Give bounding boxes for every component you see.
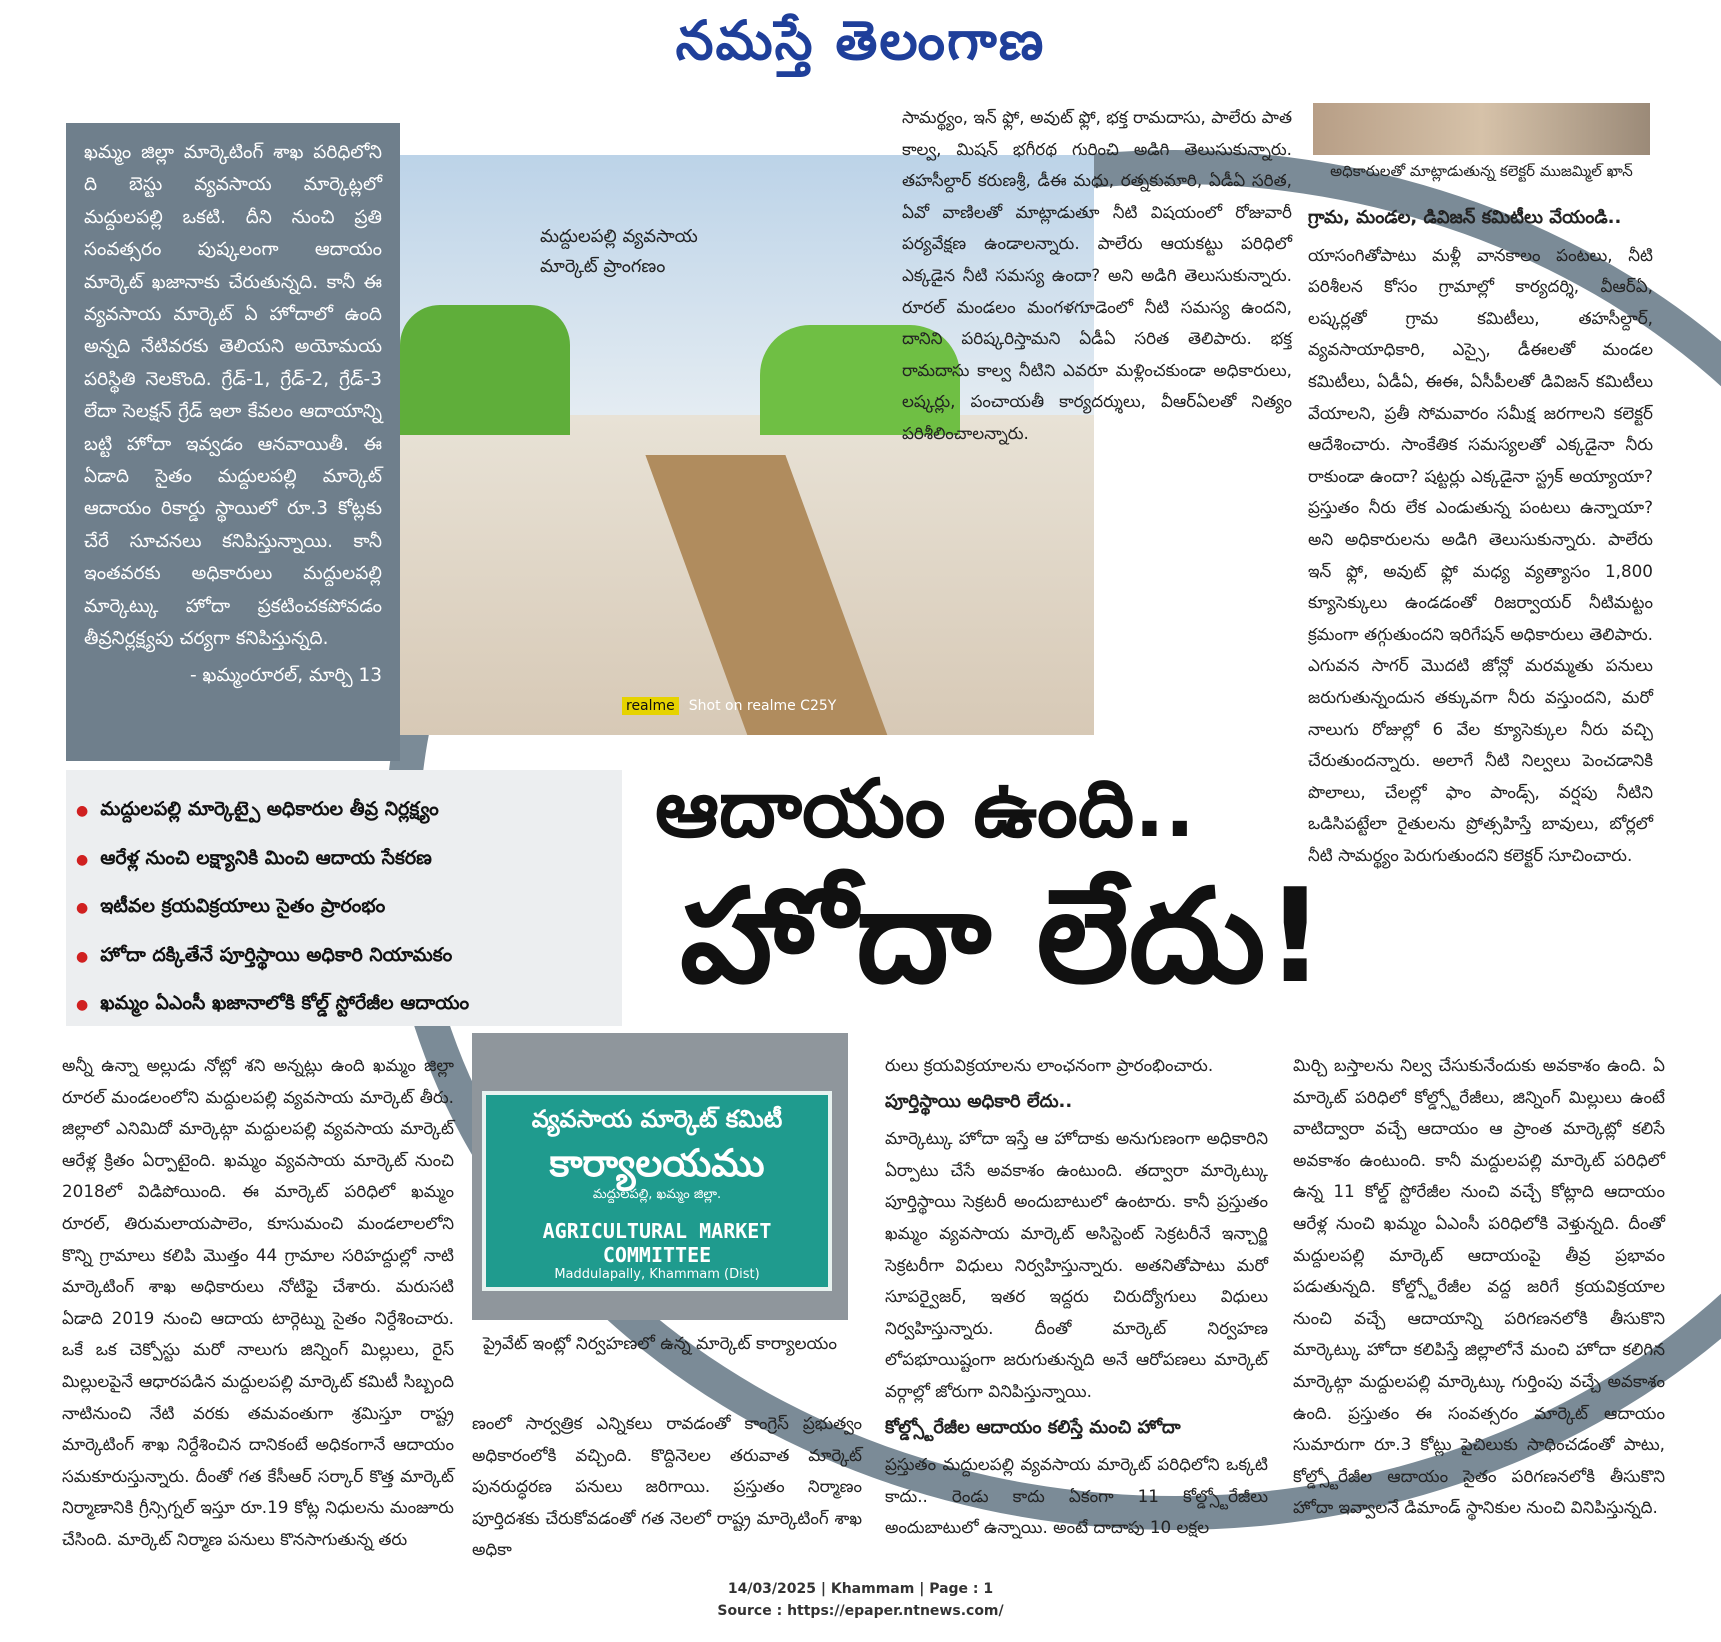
headline-line1: ఆదాయం ఉంది.. (655, 762, 1195, 855)
intro-text: ఖమ్మం జిల్లా మార్కెటింగ్ శాఖ పరిధిలోని ది బెస్టు వ్యవసాయ మార్కెట్లలో మద్దులపల్లి ఒకటి. దీని నుంచి ప్రతి సంవత్సరం పుష్కలంగా ఆదాయం మార్కెట్ ఖజానాకు చేరుతున్నది. కానీ ఈ వ్యవసాయ మార్కెట్ ఏ హోదాలో ఉంది అన్నది నేటివరకు తెలియని అయోమయ పరిస్థితి నెలకొంది. గ్రేడ్-1, గ్రేడ్-2, గ్రేడ్-3 లేదా సెలక్షన్ గ్రేడ్ ఇలా కేవలం ఆదాయాన్ని బట్టి హోదా ఇవ్వడం ఆనవాయితీ. ఈ ఏడాది సైతం మద్దులపల్లి మార్కెట్ ఆదాయం రికార్డు స్థాయిలో రూ.3 కోట్లకు చేరే సూచనలు కనిపిస్తున్నాయి. కానీ ఇంతవరకు అధికారులు మద్దులపల్లి మార్కెట్కు హోదా ప్రకటించకపోవడం తీవ్రనిర్లక్ష్యపు చర్యగా కనిపిస్తున్నది. (84, 142, 382, 650)
sign-line4: AGRICULTURAL MARKET COMMITTEE (542, 1219, 772, 1267)
highlight-item: ● ఆరేళ్ల నుంచి లక్ష్యానికి మించి ఆదాయ సేకరణ (76, 835, 622, 884)
col3-lead: రులు క్రయవిక్రయాలను లాంఛనంగా ప్రారంభించారు. (885, 1055, 1214, 1075)
col3-para2: ప్రస్తుతం మద్దులపల్లి వ్యవసాయ మార్కెట్ పరిధిలోని ఒక్కటి కాదు.. రెండు కాదు ఏకంగా 11 కోల్డ్స్టోరేజీలు అందుబాటులో ఉన్నాయి. అంటే దాదాపు 10 లక్షల (885, 1454, 1268, 1538)
highlight-item: ● ఇటీవల క్రయవిక్రయాలు సైతం ప్రారంభం (76, 883, 622, 932)
footer-date-line: 14/03/2025 | Khammam | Page : 1 (727, 1581, 994, 1597)
sign-line5: Maddulapally, Khammam (Dist) (554, 1267, 760, 1282)
body-column-3 (885, 1050, 1268, 1544)
body-column-4: మిర్చి బస్తాలను నిల్వ చేసుకునేందుకు అవకాశం ఉంది. ఏ మార్కెట్ పరిధిలో కోల్డ్స్టోరేజీలు, జిన్నింగ్ మిల్లులు ఉంటే వాటిద్వారా వచ్చే ఆదాయం ఆ ప్రాంత మార్కెట్లో కలిసే అవకాశం ఉంటుంది. కానీ మద్దులపల్లి మార్కెట్ పరిధిలో ఉన్న 11 కోల్డ్ స్టోరేజీల నుంచి వచ్చే కోట్లాది ఆదాయం ఆరేళ్ల నుంచి ఖమ్మం ఏఎంసీ పరిధిలోకి వెళ్తున్నది. దీంతో మద్దులపల్లి మార్కెట్ ఆదాయంపై తీవ్ర ప్రభావం పడుతున్నది. కోల్డ్స్టోరేజీల వద్ద జరిగే క్రయవిక్రయాల నుంచి వచ్చే ఆదాయాన్ని పరిగణనలోకి తీసుకొని మార్కెట్కు హోదా కలిపిస్తే జిల్లాలోనే మంచి హోదా కలిగిన మార్కెట్గా మద్దులపల్లి మార్కెట్కు గుర్తింపు వచ్చే అవకాశం ఉంది. ప్రస్తుతం ఈ సంవత్సరం మార్కెట్ ఆదాయం సుమారుగా రూ.3 కోట్లు పైచిలుకు సాధించడంతో పాటు, కోల్డ్స్టోరేజీల ఆదాయం సైతం పరిగణనలోకి తీసుకొని హోదా ఇవ్వాలనే డిమాండ్ స్థానికుల నుంచి వినిపిస్తున్నది. (1293, 1055, 1665, 1518)
body-column-2: ణంలో సార్వత్రిక ఎన్నికలు రావడంతో కాంగ్రెస్ ప్రభుత్వం అధికారంలోకి వచ్చింది. కొద్దినెలల తరువాత మార్కెట్ పునరుద్ధరణ పనులు జరిగాయి. ప్రస్తుతం నిర్మాణం పూర్తిదశకు చేరుకోవడంతో గత నెలలో రాష్ట్ర మార్కెటింగ్ శాఖ అధికా (472, 1413, 862, 1560)
photo-watermark (622, 698, 846, 714)
body-column-1: అన్నీ ఉన్నా అల్లుడు నోట్లో శని అన్నట్లు ఉంది ఖమ్మం జిల్లా రూరల్ మండలంలోని మద్దులపల్లి వ్యవసాయ మార్కెట్ తీరు. జిల్లాలో ఎనిమిదో మార్కెట్గా మద్దులపల్లి వ్యవసాయ మార్కెట్ ఆరేళ్ల క్రితం ఏర్పాటైంది. ఖమ్మం వ్యవసాయ మార్కెట్ నుంచి 2018లో విడిపోయింది. ఈ మార్కెట్ పరిధిలో ఖమ్మం రూరల్, తిరుమలాయపాలెం, కూసుమంచి మండలాలలోని కొన్ని గ్రామాలు కలిపి మొత్తం 44 గ్రామాల సరిహద్దుల్లో నాటి మార్కెటింగ్ శాఖ అధికారులు నోటిఫై చేశారు. మరుసటి ఏడాది 2019 నుంచి ఆదాయ టార్గెట్ను సైతం నిర్దేశించారు. ఒకే ఒక చెక్పోస్టు మరో నాలుగు జిన్నింగ్ మిల్లులు, రైస్ మిల్లులపైనే ఆధారపడిన మద్దులపల్లి మార్కెట్ కమిటీ సిబ్బంది నాటినుంచి నేటి వరకు తమవంతుగా శ్రమిస్తూ రాష్ట్ర మార్కెటింగ్ శాఖ నిర్దేశించిన దానికంటే అధికంగానే ఆదాయం సమకూరుస్తున్నారు. దీంతో గత కేసీఆర్ సర్కార్ కొత్త మార్కెట్ నిర్మాణానికి గ్రీన్సిగ్నల్ ఇస్తూ రూ.19 కోట్ల నిధులను మంజూరు చేసింది. మార్కెట్ నిర్మాణ పనులు కొనసాగుతున్న తరు (62, 1055, 454, 1549)
office-photo-caption: ప్రైవేట్ ఇంట్లో నిర్వహణలో ఉన్న మార్కెట్ కార్యాలయం (482, 1334, 838, 1354)
sign-line3: మద్దులపల్లి, ఖమ్మం జిల్లా. (592, 1187, 722, 1202)
highlights-box (66, 770, 622, 1026)
realme-brand: realme (622, 697, 679, 715)
sign-line1: వ్యవసాయ మార్కెట్ కమిటీ (531, 1105, 783, 1133)
headline-line2: హోదా లేదు! (680, 860, 1325, 1012)
photo-caption: మద్దులపల్లి వ్యవసాయ మార్కెట్ ప్రాంగణం (540, 226, 698, 277)
highlight-item: ● మద్దులపల్లి మార్కెట్పై అధికారుల తీవ్ర నిర్లక్ష్యం (76, 786, 622, 835)
top-right-text: యాసంగితోపాటు మళ్లీ వానకాలం పంటలు, నీటి పరిశీలన కోసం గ్రామాల్లో కార్యదర్శి, వీఆర్ఏ, లష్కర్లతో గ్రామ కమిటీలు, తహసీల్దార్, వ్యవసాయాధికారి, ఎస్సై, డీఈలతో మండల కమిటీలు, ఏడీఏ, ఈఈ, ఏసీపీలతో డివిజన్ కమిటీలు వేయాలని, ప్రతీ సోమవారం సమీక్ష జరగాలని కలెక్టర్ ఆదేశించారు. సాంకేతిక సమస్యలతో ఎక్కడైనా నీరు రాకుండా ఉందా? షట్టర్లు ఎక్కడైనా స్ట్రక్ అయ్యాయా? ప్రస్తుతం నీరు లేక ఎండుతున్న పంటలు ఉన్నాయా? అని అధికారులను అడిగి తెలుసుకున్నారు. పాలేరు ఇన్ ఫ్లో, అవుట్ ఫ్లో మధ్య వ్యత్యాసం 1,800 క్యూసెక్కులు ఉండడంతో రిజర్వాయర్ నీటిమట్టం క్రమంగా తగ్గుతుందని ఇరిగేషన్ అధికారులు తెలిపారు. ఎగువన సాగర్ మొదటి జోన్లో మరమ్మతు పనులు జరుగుతున్నందున తక్కువగా నీరు వస్తుందని, మరో నాలుగు రోజుల్లో 6 వేల క్యూసెక్కుల నీరు వచ్చి చేరుతుందన్నారు. అలాగే నీటి నిల్వలు పెంచడానికి పొలాలు, చేలల్లో ఫాం పాండ్స్, వర్షపు నీటిని ఒడిసిపట్టేలా రైతులను ప్రోత్సహిస్తే బావులు, బోర్లలో నీటి సామర్థ్యం పెరుగుతుందని కలెక్టర్ సూచించారు. (1308, 244, 1653, 865)
footer-source-link[interactable]: Source : https://epaper.ntnews.com/ (717, 1603, 1004, 1619)
committee-subhead: గ్రామ, మండల, డివిజన్ కమిటీలు వేయండి.. (1308, 207, 1622, 228)
official-subhead: పూర్తిస్థాయి అధికారి లేదు.. (885, 1090, 1073, 1112)
top-middle-column: సామర్థ్యం, ఇన్ ఫ్లో, అవుట్ ఫ్లో, భక్త రామదాసు, పాలేరు పాత కాల్వ, మిషన్ భగీరథ గురించి అడిగి తెలుసుకున్నారు. తహసీల్దార్ కరుణశ్రీ, డీఈ మధు, రత్నకుమారి, ఏడీఏ సరిత, ఏవో వాణిలతో మాట్లాడుతూ నీటి విషయంలో రోజువారీ పర్యవేక్షణ ఉండాలన్నారు. పాలేరు ఆయకట్టు పరిధిలో ఎక్కడైన నీటి సమస్య ఉందా? అని అడిగి తెలుసుకున్నారు. రూరల్ మండలం మంగళగూడెంలో నీటి సమస్య ఉందని, దానిని పరిష్కరిస్తామని ఏడీఏ సరిత తెలిపారు. భక్త రామదాసు కాల్వ నీటిని ఎవరూ మళ్లించకుండా అధికారులు, లష్కర్లు, పంచాయతీ కార్యదర్శులు, వీఆర్ఏలతో నిత్యం పరిశీలించాలన్నారు. (902, 107, 1292, 443)
watermark-text: Shot on realme C25Y (688, 698, 837, 714)
sign-line2: కార్యాలయము (549, 1141, 765, 1185)
masthead: నమస్తే తెలంగాణ (675, 8, 1046, 72)
collector-photo (1313, 103, 1650, 155)
market-office-photo (472, 1033, 848, 1320)
office-signboard (482, 1091, 832, 1291)
col3-para1: మార్కెట్కు హోదా ఇస్తే ఆ హోదాకు అనుగుణంగా అధికారిని ఏర్పాటు చేసే అవకాశం ఉంటుంది. తద్వారా మార్కెట్కు పూర్తిస్థాయి సెక్రటరీ అందుబాటులో ఉంటారు. కానీ ప్రస్తుతం ఖమ్మం వ్యవసాయ మార్కెట్ అసిస్టెంట్ సెక్రటరీనే ఇన్చార్జి సెక్రటరీగా విధులు నిర్వహిస్తున్నారు. అతనితోపాటు మరో సూపర్వైజర్, ఇతర ఇద్దరు చిరుద్యోగులు విధులు నిర్వహిస్తున్నారు. దీంతో మార్కెట్ నిర్వహణ లోపభూయిష్టంగా జరుగుతున్నది అనే ఆరోపణలు మార్కెట్ వర్గాల్లో జోరుగా వినిపిస్తున్నాయి. (885, 1128, 1268, 1401)
top-right-column (1308, 198, 1653, 871)
highlight-item: ● ఖమ్మం ఏఎంసీ ఖజానాలోకి కోల్డ్ స్టోరేజీల ఆదాయం (76, 980, 622, 1029)
highlight-item: ● హోదా దక్కితేనే పూర్తిస్థాయి అధికారి నియామకం (76, 932, 622, 981)
cold-storage-subhead: కోల్డ్స్టోరేజీల ఆదాయం కలిస్తే మంచి హోదా (885, 1416, 1181, 1438)
photo-shed-left (400, 305, 570, 435)
page-footer (0, 1578, 1721, 1622)
collector-photo-caption: అధికారులతో మాట్లాడుతున్న కలెక్టర్ ముజమ్మిల్ ఖాన్ (1330, 162, 1633, 180)
dateline: - ఖమ్మంరూరల్, మార్చి 13 (189, 664, 382, 686)
intro-box (66, 123, 400, 761)
